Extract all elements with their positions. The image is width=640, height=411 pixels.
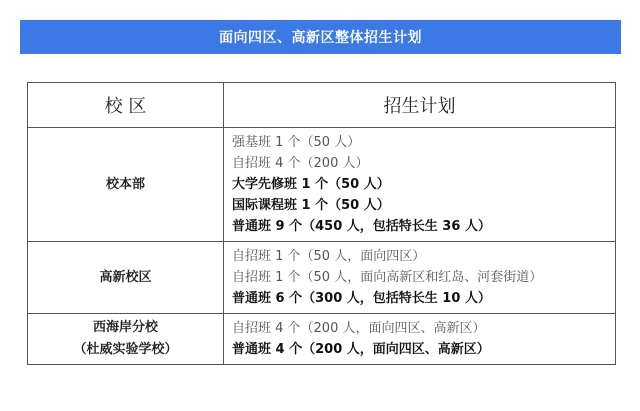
header-plan: 招生计划 [224, 83, 616, 128]
plan-item: 自招班 4 个（200 人） [232, 156, 369, 171]
campus-cell [28, 128, 224, 242]
campus-subname: （杜威实验学校） [73, 342, 178, 357]
campus-name: 高新校区 [99, 269, 152, 285]
table-header-row [28, 83, 616, 128]
campus-name: 西海岸分校 [92, 320, 158, 335]
table-row-west-coast-campus [28, 314, 616, 365]
plan-cell [224, 128, 616, 242]
plan-item: 强基班 1 个（50 人） [232, 135, 361, 150]
plan-item: 国际课程班 1 个（50 人） [232, 198, 390, 213]
plan-item: 普通班 4 个（200 人，面向四区、高新区） [232, 342, 490, 357]
campus-cell [28, 242, 224, 314]
plan-item: 普通班 6 个（300 人，包括特长生 10 人） [232, 291, 491, 306]
plan-item: 普通班 9 个（450 人，包括特长生 36 人） [232, 219, 491, 234]
plan-item: 自招班 4 个（200 人，面向四区、高新区） [232, 321, 486, 336]
campus-cell [28, 314, 224, 365]
page-title: 面向四区、高新区整体招生计划 [219, 30, 422, 46]
plan-cell [224, 314, 616, 365]
header-campus: 校 区 [28, 83, 224, 128]
page-title-banner [20, 20, 621, 54]
plan-item: 大学先修班 1 个（50 人） [232, 177, 390, 192]
table-row-gaoxin-campus [28, 242, 616, 314]
campus-name: 校本部 [105, 176, 145, 192]
plan-item: 自招班 1 个（50 人，面向四区） [232, 249, 426, 264]
enrollment-plan-table [27, 82, 616, 365]
table-row-main-campus [28, 128, 616, 242]
plan-item: 自招班 1 个（50 人，面向高新区和红岛、河套街道） [232, 270, 543, 285]
plan-cell [224, 242, 616, 314]
